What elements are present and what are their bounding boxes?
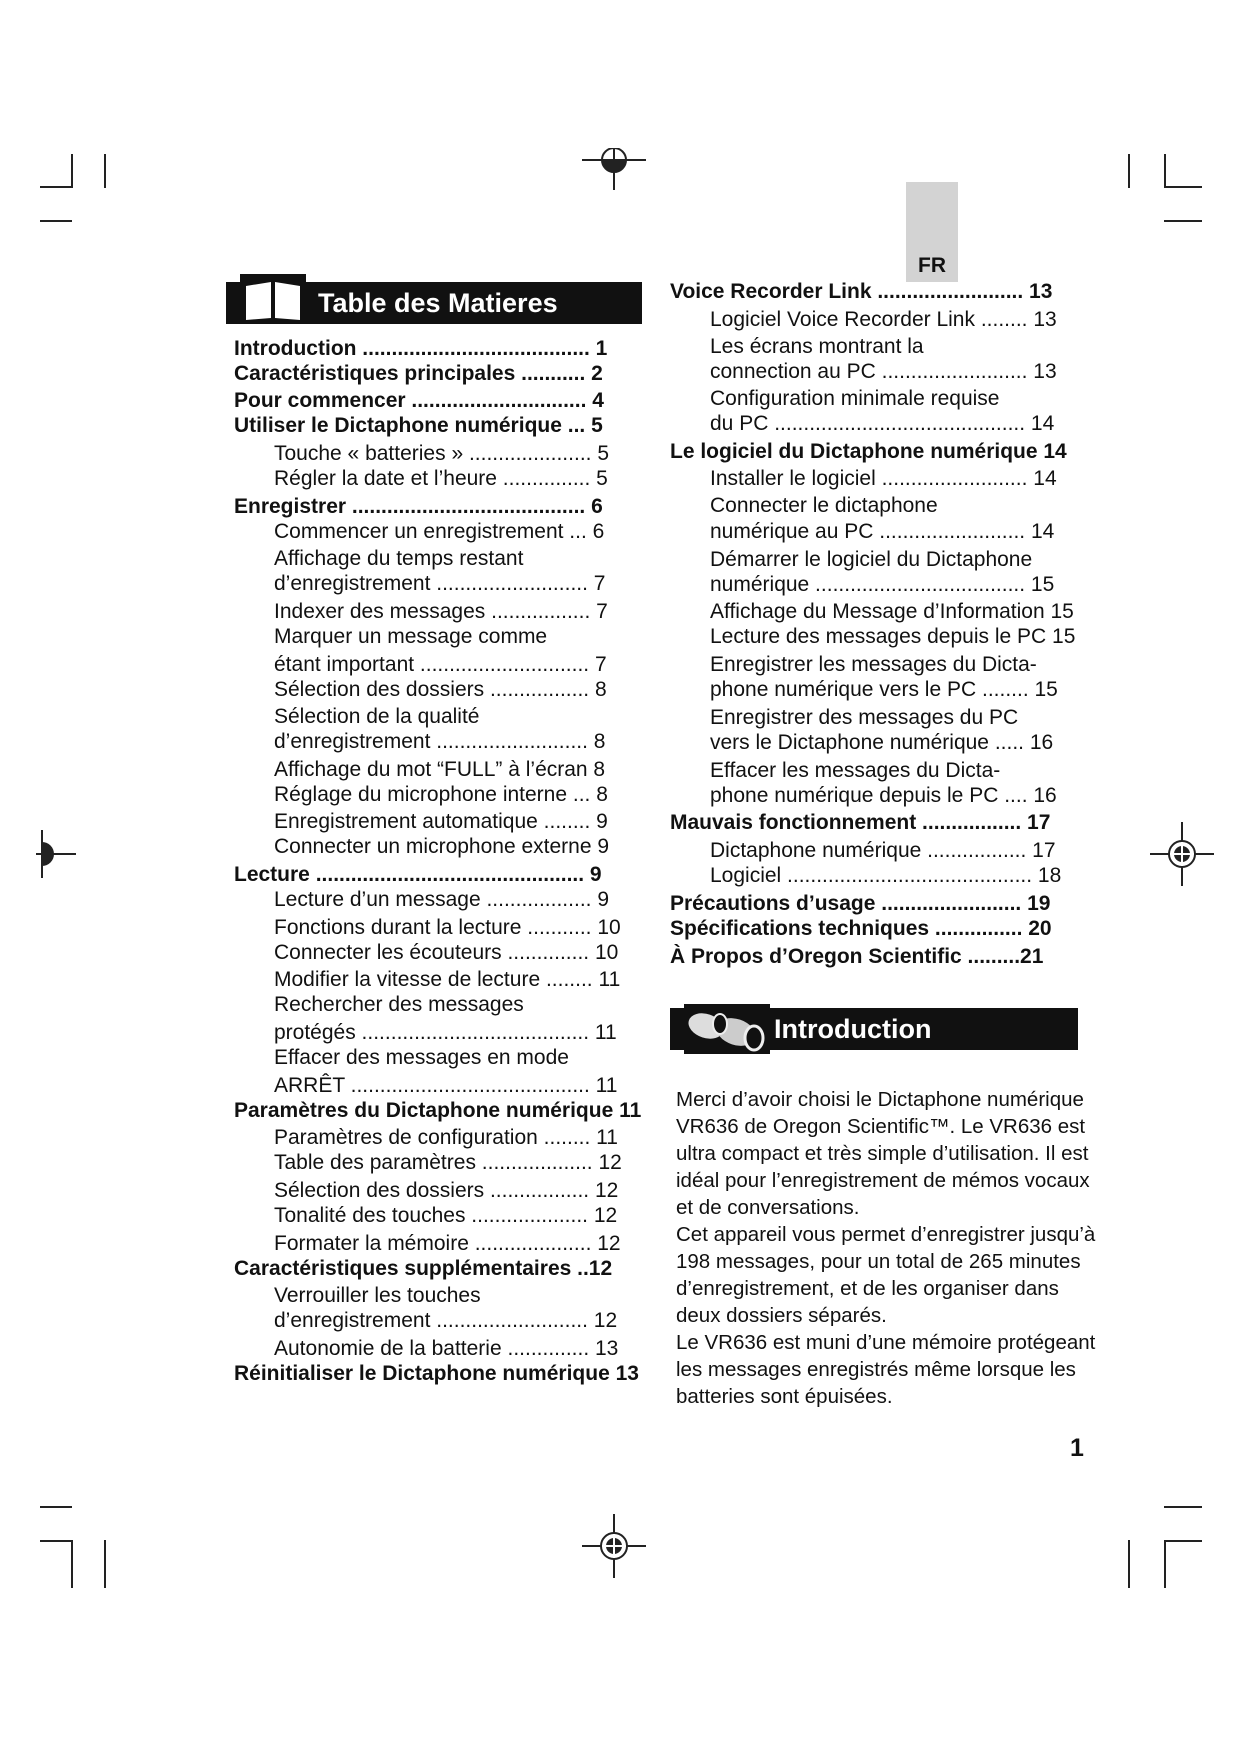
toc-subsection-entry: ARRÊT ......................................... 11: [274, 1074, 618, 1097]
toc-section-entry: Lecture .............................................. 9: [234, 863, 602, 886]
toc-section-entry: Pour commencer .............................. 4: [234, 389, 604, 412]
toc-subsection-entry: Formater la mémoire .................... 12: [274, 1232, 621, 1255]
toc-subsection-entry: numérique .................................... 15: [710, 573, 1055, 596]
toc-subsection-entry: phone numérique vers le PC ........ 15: [710, 678, 1058, 701]
toc-subsection-entry: Lecture des messages depuis le PC 15: [710, 625, 1076, 648]
toc-subsection-entry: étant important ............................. 7: [274, 653, 607, 676]
toc-section-entry: Le logiciel du Dictaphone numérique 14: [670, 440, 1067, 463]
toc-section-entry: Caractéristiques supplémentaires ..12: [234, 1257, 613, 1280]
toc-subsection-entry: Enregistrer des messages du PC: [710, 706, 1019, 729]
toc-banner: [226, 282, 642, 324]
intro-banner: [670, 1008, 1078, 1050]
binoculars-icon: [684, 1004, 770, 1054]
intro-paragraph: Merci d’avoir choisi le Dictaphone numérique VR636 de Oregon Scientific™. Le VR636 est ultra compact et très simple d’utilisation. Il est idéal pour l’enregistrement de mémos vocaux et de conversations.: [676, 1088, 1090, 1219]
toc-section-entry: Spécifications techniques ............... 20: [670, 917, 1052, 940]
toc-subsection-entry: Connecter un microphone externe 9: [274, 835, 610, 858]
toc-subsection-entry: Affichage du mot “FULL” à l’écran 8: [274, 758, 606, 781]
toc-subsection-entry: connection au PC ......................... 13: [710, 360, 1057, 383]
toc-subsection-entry: Effacer les messages du Dicta-: [710, 759, 1001, 782]
toc-section-entry: À Propos d’Oregon Scientific .........21: [670, 945, 1044, 968]
toc-section-entry: Réinitialiser le Dictaphone numérique 13: [234, 1362, 639, 1385]
intro-paragraph: Cet appareil vous permet d’enregistrer jusqu’à 198 messages, pour un total de 265 minutes d’enregistrement, et de les organiser dans deux dossiers séparés.: [676, 1223, 1096, 1327]
toc-subsection-entry: Enregistrement automatique ........ 9: [274, 810, 608, 833]
toc-subsection-entry: Démarrer le logiciel du Dictaphone: [710, 548, 1033, 571]
intro-title: Introduction: [774, 1014, 932, 1044]
toc-subsection-entry: numérique au PC ......................... 14: [710, 520, 1055, 543]
toc-subsection-entry: Verrouiller les touches: [274, 1284, 481, 1307]
registration-mark-icon: [1150, 822, 1214, 886]
registration-mark-icon: [582, 1514, 646, 1578]
toc-section-entry: Voice Recorder Link ......................... 13: [670, 280, 1053, 303]
toc-section-entry: Paramètres du Dictaphone numérique 11: [234, 1099, 642, 1122]
toc-subsection-entry: Connecter les écouteurs .............. 10: [274, 941, 619, 964]
toc-subsection-entry: Connecter le dictaphone: [710, 494, 938, 517]
toc-section-entry: Utiliser le Dictaphone numérique ... 5: [234, 414, 603, 437]
language-tab-label: FR: [918, 254, 946, 277]
toc-subsection-entry: protégés ....................................... 11: [274, 1021, 617, 1044]
toc-subsection-entry: Régler la date et l’heure ............... 5: [274, 467, 608, 490]
registration-mark-icon: [582, 148, 646, 190]
toc-section-entry: Enregistrer ........................................ 6: [234, 495, 603, 518]
toc-subsection-entry: Marquer un message comme: [274, 625, 548, 648]
toc-subsection-entry: Logiciel Voice Recorder Link ........ 13: [710, 308, 1057, 331]
intro-paragraph: Le VR636 est muni d’une mémoire protégeant les messages enregistrés même lorsque les batteries sont épuisées.: [676, 1331, 1096, 1408]
book-icon: [240, 274, 306, 324]
toc-subsection-entry: Réglage du microphone interne ... 8: [274, 783, 608, 806]
toc-subsection-entry: Les écrans montrant la: [710, 335, 924, 358]
toc-subsection-entry: Dictaphone numérique ................. 17: [710, 839, 1056, 862]
toc-subsection-entry: Sélection des dossiers ................. 12: [274, 1179, 619, 1202]
toc-subsection-entry: d’enregistrement .......................... 12: [274, 1309, 618, 1332]
toc-subsection-entry: Sélection des dossiers ................. 8: [274, 678, 607, 701]
toc-subsection-entry: Rechercher des messages: [274, 993, 524, 1016]
toc-subsection-entry: vers le Dictaphone numérique ..... 16: [710, 731, 1054, 754]
toc-subsection-entry: Configuration minimale requise: [710, 387, 1000, 410]
toc-subsection-entry: d’enregistrement .......................... 7: [274, 572, 606, 595]
toc-title: Table des Matieres: [318, 288, 558, 318]
toc-subsection-entry: Logiciel .......................................... 18: [710, 864, 1062, 887]
toc-subsection-entry: Affichage du Message d’Information 15: [710, 600, 1074, 623]
toc-subsection-entry: Lecture d’un message .................. 9: [274, 888, 609, 911]
toc-section-entry: Introduction ....................................... 1: [234, 337, 608, 360]
toc-subsection-entry: du PC ........................................... 14: [710, 412, 1055, 435]
registration-mark-icon: [36, 822, 76, 886]
toc-subsection-entry: Effacer des messages en mode: [274, 1046, 569, 1069]
toc-section-entry: Caractéristiques principales ........... 2: [234, 362, 603, 385]
toc-subsection-entry: d’enregistrement .......................... 8: [274, 730, 606, 753]
toc-section-entry: Précautions d’usage ........................ 19: [670, 892, 1051, 915]
page-number: 1: [1070, 1434, 1084, 1462]
toc-subsection-entry: Fonctions durant la lecture ........... 10: [274, 916, 621, 939]
toc-subsection-entry: Affichage du temps restant: [274, 547, 524, 570]
toc-subsection-entry: Indexer des messages ................. 7: [274, 600, 608, 623]
toc-subsection-entry: Paramètres de configuration ........ 11: [274, 1126, 618, 1149]
toc-subsection-entry: Commencer un enregistrement ... 6: [274, 520, 605, 543]
toc-subsection-entry: Sélection de la qualité: [274, 705, 480, 728]
toc-subsection-entry: phone numérique depuis le PC .... 16: [710, 784, 1057, 807]
toc-subsection-entry: Touche « batteries » ..................... 5: [274, 442, 609, 465]
toc-subsection-entry: Autonomie de la batterie .............. 13: [274, 1337, 619, 1360]
toc-subsection-entry: Table des paramètres ................... 12: [274, 1151, 622, 1174]
toc-subsection-entry: Modifier la vitesse de lecture ........ 11: [274, 968, 621, 991]
intro-body: [676, 1086, 1096, 1410]
toc-subsection-entry: Enregistrer les messages du Dicta-: [710, 653, 1037, 676]
toc-subsection-entry: Installer le logiciel ......................... 14: [710, 467, 1057, 490]
toc-subsection-entry: Tonalité des touches .................... 12: [274, 1204, 618, 1227]
toc-section-entry: Mauvais fonctionnement ................. 17: [670, 811, 1051, 834]
